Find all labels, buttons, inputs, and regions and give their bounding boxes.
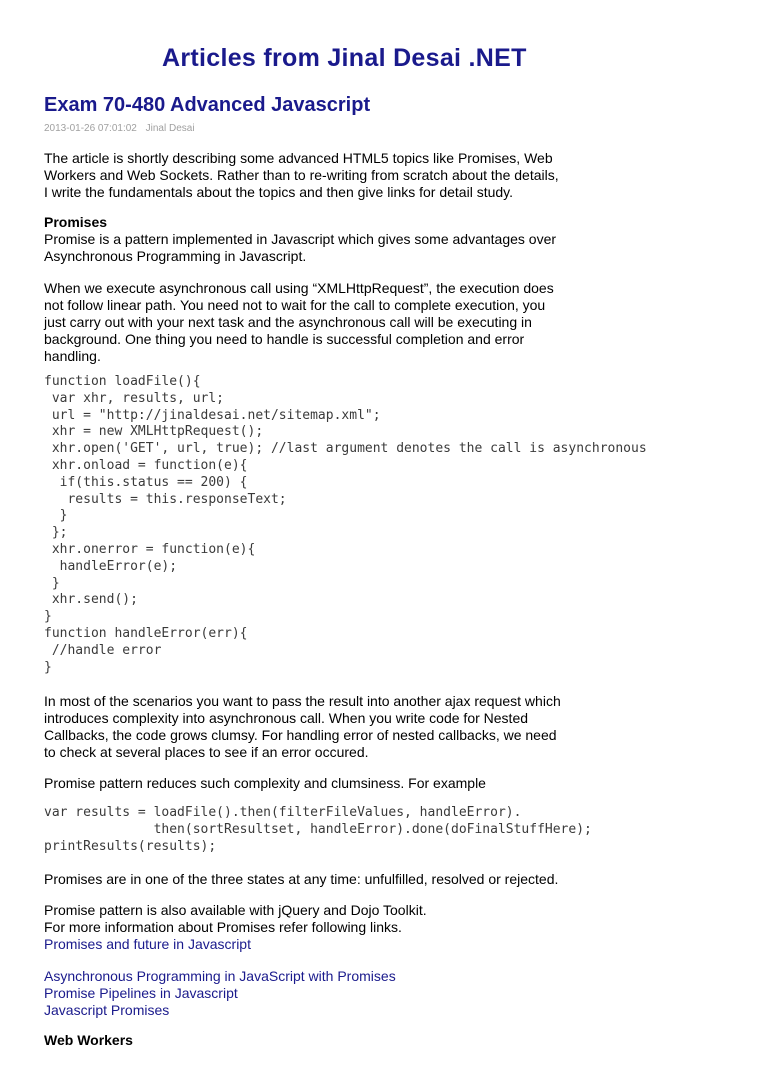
- link-javascript-promises[interactable]: Javascript Promises: [44, 1002, 170, 1018]
- intro-line: I write the fundamentals about the topics and then give links for detail study.: [44, 184, 514, 200]
- code-line: results = this.responseText;: [44, 491, 287, 507]
- code-line: url = "http://jinaldesai.net/sitemap.xml";: [44, 407, 381, 423]
- link-promises-and-future[interactable]: Promises and future in Javascript: [44, 936, 251, 952]
- promises-heading: Promises: [44, 214, 108, 230]
- code-line: xhr.onerror = function(e){: [44, 541, 256, 557]
- code-line: }: [44, 609, 52, 625]
- async-line: background. One thing you need to handle is successful completion and error: [44, 331, 525, 347]
- article-date: 2013-01-26 07:01:02: [44, 123, 137, 134]
- intro-line: Workers and Web Sockets. Rather than to re-writing from scratch about the details,: [44, 167, 559, 183]
- code-line: }: [44, 575, 60, 591]
- intro-line: The article is shortly describing some advanced HTML5 topics like Promises, Web: [44, 150, 553, 166]
- code-line: printResults(results);: [44, 838, 217, 854]
- web-workers-heading: Web Workers: [44, 1032, 133, 1048]
- promises-desc-line: Asynchronous Programming in Javascript.: [44, 248, 307, 264]
- code-line: }: [44, 508, 68, 524]
- code-line: if(this.status == 200) {: [44, 474, 248, 490]
- code-block-promise-chain: [44, 805, 592, 855]
- availability-line: Promise pattern is also available with jQuery and Dojo Toolkit.: [44, 902, 427, 918]
- promises-desc-line: Promise is a pattern implemented in Javascript which gives some advantages over: [44, 231, 557, 247]
- async-line: When we execute asynchronous call using “XMLHttpRequest”, the execution does: [44, 280, 554, 296]
- nested-callbacks-paragraph: [44, 693, 561, 761]
- links-list: [44, 968, 396, 1019]
- code-line: xhr.open('GET', url, true); //last argument denotes the call is asynchronous: [44, 441, 647, 457]
- async-line: just carry out with your next task and the asynchronous call will be executing in: [44, 314, 532, 330]
- code-line: function handleError(err){: [44, 625, 248, 641]
- link-async-programming-promises[interactable]: Asynchronous Programming in JavaScript with Promises: [44, 968, 396, 984]
- code-line: var xhr, results, url;: [44, 390, 225, 406]
- code-line: }: [44, 659, 52, 675]
- reduces-line: Promise pattern reduces such complexity and clumsiness. For example: [44, 775, 486, 791]
- link-promise-pipelines[interactable]: Promise Pipelines in Javascript: [44, 985, 238, 1001]
- availability-paragraph: [44, 902, 427, 953]
- web-workers-section: [44, 1032, 133, 1049]
- code-line: var results = loadFile().then(filterFileValues, handleError).: [44, 805, 522, 820]
- async-paragraph: [44, 280, 554, 365]
- site-title: Articles from Jinal Desai .NET: [162, 44, 527, 72]
- code-line: };: [44, 525, 68, 541]
- availability-line: For more information about Promises refer following links.: [44, 919, 402, 935]
- code-line: xhr = new XMLHttpRequest();: [44, 424, 264, 440]
- reduces-paragraph: [44, 775, 486, 792]
- nested-line: to check at several places to see if an error occured.: [44, 744, 369, 760]
- nested-line: In most of the scenarios you want to pass the result into another ajax request which: [44, 693, 561, 709]
- article-title: Exam 70-480 Advanced Javascript: [44, 94, 371, 116]
- code-line: xhr.send();: [44, 592, 138, 608]
- states-line: Promises are in one of the three states at any time: unfulfilled, resolved or rejected.: [44, 871, 559, 887]
- code-line: //handle error: [44, 642, 162, 658]
- article-author: Jinal Desai: [145, 123, 195, 134]
- code-block-loadfile: [44, 374, 647, 676]
- code-line: then(sortResultset, handleError).done(doFinalStuffHere);: [44, 821, 592, 837]
- code-line: xhr.onload = function(e){: [44, 457, 248, 473]
- promises-section: [44, 214, 556, 265]
- states-paragraph: [44, 871, 558, 888]
- async-line: not follow linear path. You need not to wait for the call to complete execution, you: [44, 297, 546, 313]
- intro-paragraph: [44, 150, 559, 201]
- async-line: handling.: [44, 348, 101, 364]
- code-line: function loadFile(){: [44, 374, 201, 389]
- code-line: handleError(e);: [44, 558, 178, 574]
- nested-line: introduces complexity into asynchronous call. When you write code for Nested: [44, 710, 529, 726]
- nested-line: Callbacks, the code grows clumsy. For handling error of nested callbacks, we need: [44, 727, 557, 743]
- article-meta: [44, 123, 201, 134]
